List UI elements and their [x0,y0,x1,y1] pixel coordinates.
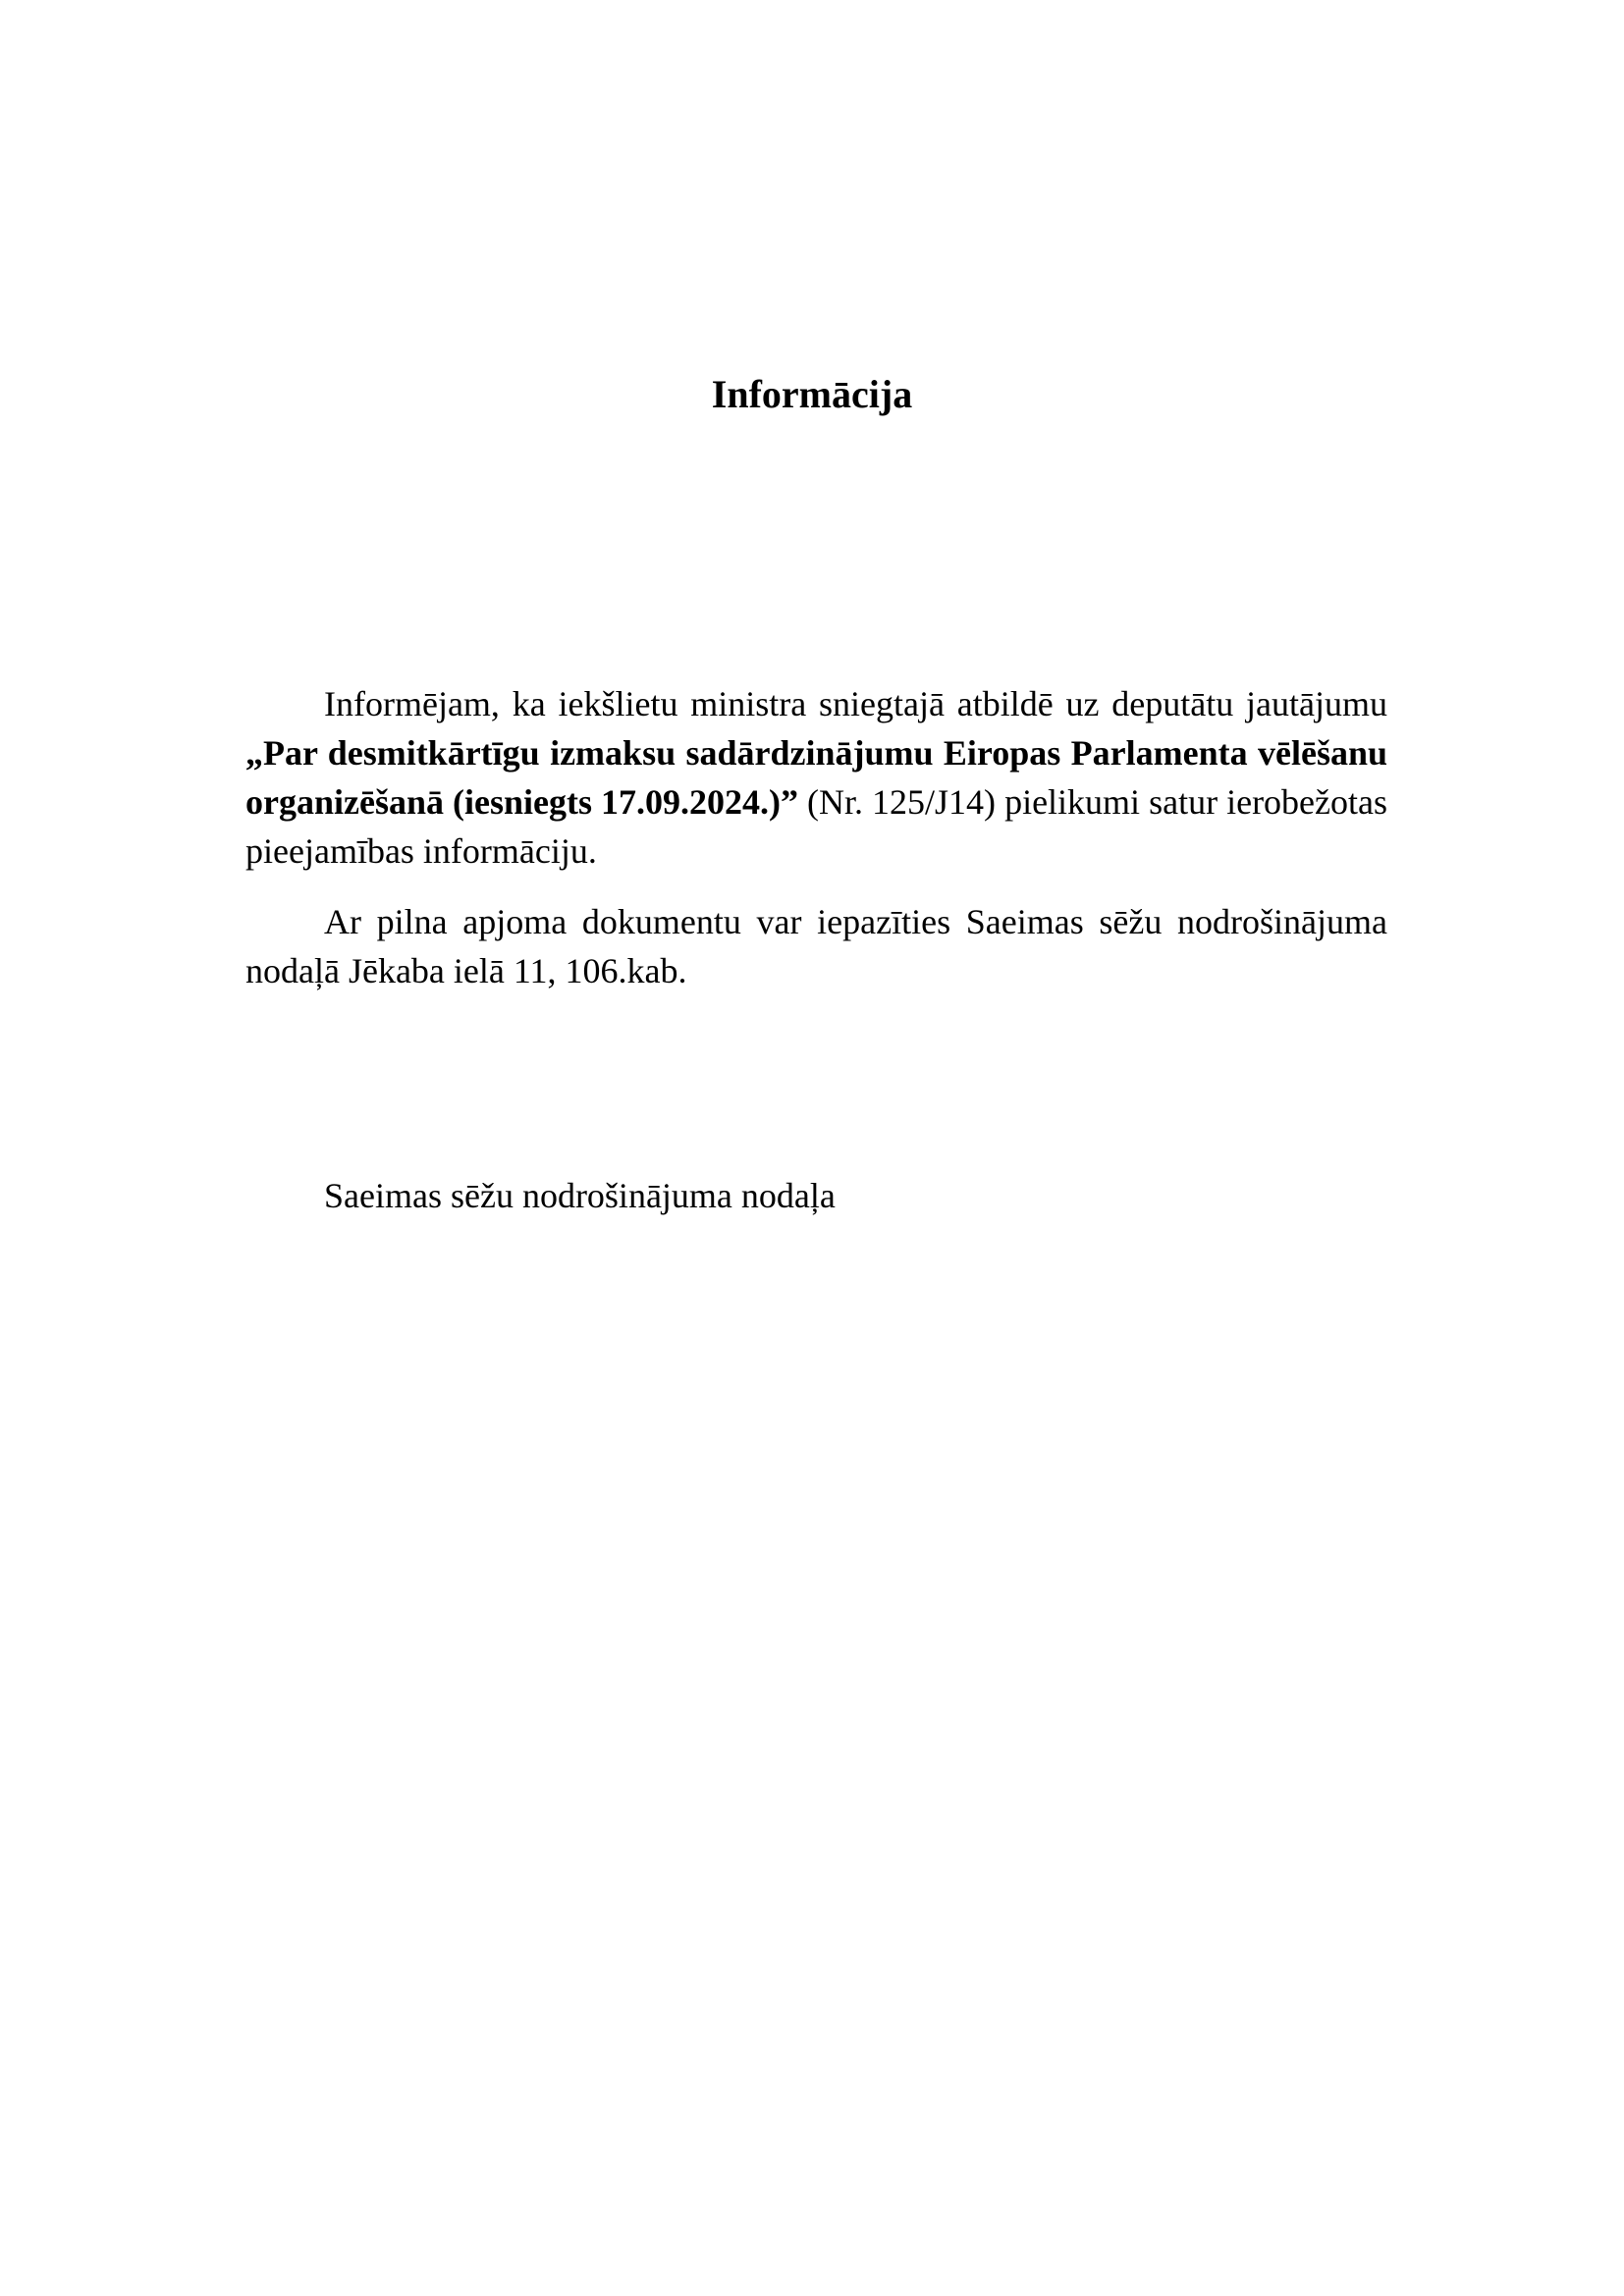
document-body [245,679,1387,995]
signature-department: Saeimas sēžu nodrošinājuma nodaļa [324,1176,836,1215]
question-title: „Par desmitkārtīgu izmaksu sadārdzinājumu Eiropas Parlamenta vēlēšanu organizēšanā (iesniegts 17.09.2024.)” [245,733,1387,822]
paragraph-access-info: Ar pilna apjoma dokumentu var iepazīties Saeimas sēžu nodrošinājuma nodaļā Jēkaba ielā 11, 106.kab. [245,902,1387,990]
paragraph-notice [245,679,1387,876]
notice-lead-text: Informējam, ka iekšlietu ministra sniegtajā atbildē uz deputātu jautājumu [324,684,1387,723]
document-title: Informācija [711,372,913,416]
notice-tail-text: (Nr. 125/J14) pielikumi satur ierobežotas pieejamības informāciju. [245,782,1387,871]
